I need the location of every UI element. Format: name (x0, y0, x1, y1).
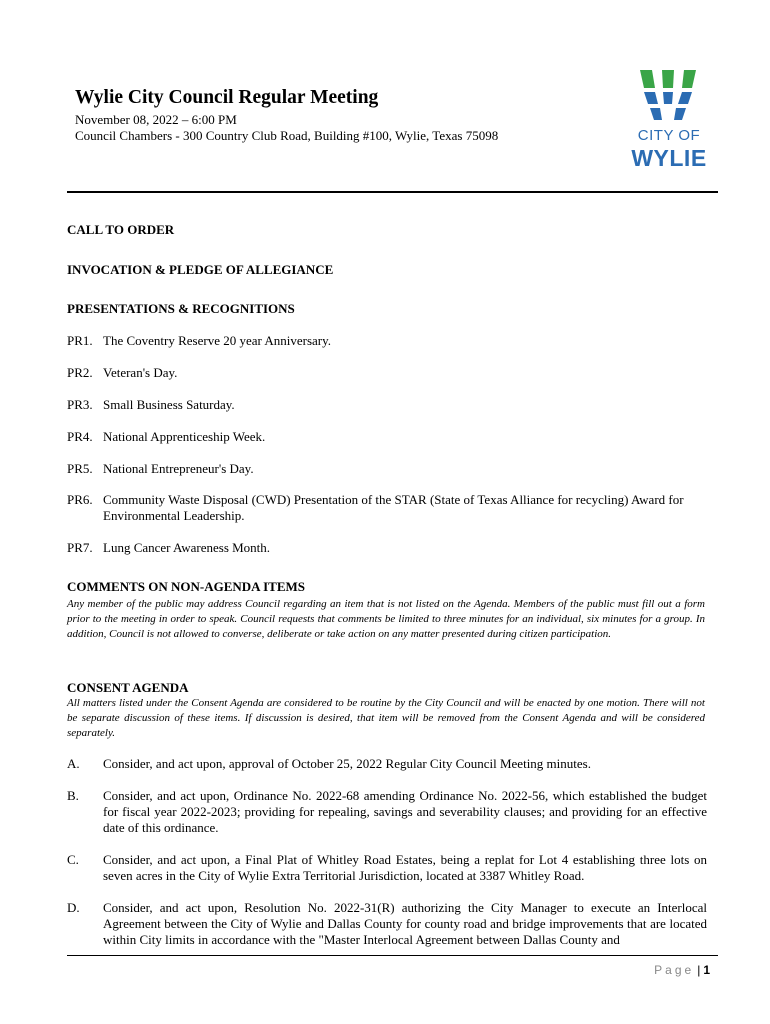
item-number: C. (67, 852, 79, 867)
presentation-item (67, 397, 707, 413)
consent-note: All matters listed under the Consent Agenda are considered to be routine by the City Council and will be enacted by one motion. There will not be separate discussion of these items. If discussion is desired, that item will be removed from the Consent Agenda and will be considered separately. (67, 697, 705, 739)
page-separator: | (697, 963, 701, 977)
presentation-item (67, 492, 707, 524)
item-text: Consider, and act upon, a Final Plat of Whitley Road Estates, being a replat for Lot 4 establishing three lots on seven acres in the City of Wylie Extra Territorial Jurisdiction, located at 3387 Whitley Road. (103, 852, 707, 883)
item-number: A. (67, 756, 80, 771)
section-comments: COMMENTS ON NON-AGENDA ITEMS (67, 579, 305, 594)
item-text: Veteran's Day. (103, 365, 178, 380)
city-of-wylie-logo (630, 68, 708, 172)
presentation-item (67, 540, 707, 556)
item-number: PR3. (67, 397, 93, 412)
item-text: Consider, and act upon, Ordinance No. 2022-68 amending Ordinance No. 2022-56, which established the budget for fiscal year 2022-2023; providing for repealing, savings and severability clauses; and providing for an effective date of this ordinance. (103, 788, 707, 835)
meeting-datetime: November 08, 2022 – 6:00 PM (75, 112, 237, 127)
meeting-title: Wylie City Council Regular Meeting (75, 87, 379, 108)
presentation-item (67, 365, 707, 381)
consent-item (67, 852, 707, 884)
item-number: B. (67, 788, 79, 803)
item-number: PR2. (67, 365, 93, 380)
item-number: PR1. (67, 333, 93, 348)
presentation-item (67, 333, 707, 349)
section-invocation: INVOCATION & PLEDGE OF ALLEGIANCE (67, 262, 334, 277)
meeting-location: Council Chambers - 300 Country Club Road, Building #100, Wylie, Texas 75098 (75, 128, 499, 143)
consent-item (67, 788, 707, 836)
page-footer (610, 963, 710, 977)
item-text: The Coventry Reserve 20 year Anniversary. (103, 333, 332, 348)
presentation-item (67, 461, 707, 477)
item-number: PR4. (67, 429, 93, 444)
item-text: Lung Cancer Awareness Month. (103, 540, 271, 555)
presentation-item (67, 429, 707, 445)
consent-item (67, 900, 707, 948)
footer-divider (67, 955, 718, 956)
item-number: PR5. (67, 461, 93, 476)
item-text: Consider, and act upon, Resolution No. 2022-31(R) authorizing the City Manager to execute an Interlocal Agreement between the City of Wylie and Dallas County for county road and bridge improvements that are located within City limits in accordance with the "Master Interlocal Agreement between Dallas County and (103, 900, 707, 947)
item-number: PR6. (67, 492, 93, 507)
item-text: Community Waste Disposal (CWD) Presentation of the STAR (State of Texas Alliance for recycling) Award for Environmental Leadership. (103, 492, 684, 523)
wylie-w-icon (630, 68, 708, 126)
logo-text-city-of: CITY OF (637, 127, 701, 144)
section-presentations: PRESENTATIONS & RECOGNITIONS (67, 301, 295, 316)
item-text: Small Business Saturday. (103, 397, 235, 412)
section-consent-agenda: CONSENT AGENDA (67, 680, 189, 695)
page-label: Page (654, 963, 695, 977)
comments-note: Any member of the public may address Council regarding an item that is not listed on the Agenda. Members of the public must fill out a form prior to the meeting in order to speak. Council requests that comments be limited to three minutes for an individual, six minutes for a group. In addition, Council is not allowed to converse, deliberate or take action on any matter presented during citizen participation. (67, 598, 705, 640)
consent-item (67, 756, 707, 772)
page-number: 1 (703, 963, 710, 977)
item-text: National Apprenticeship Week. (103, 429, 266, 444)
logo-text-wylie: WYLIE (631, 145, 707, 171)
item-number: D. (67, 900, 80, 915)
item-text: Consider, and act upon, approval of October 25, 2022 Regular City Council Meeting minutes. (103, 756, 591, 771)
item-number: PR7. (67, 540, 93, 555)
item-text: National Entrepreneur's Day. (103, 461, 254, 476)
header-divider (67, 191, 718, 193)
section-call-to-order: CALL TO ORDER (67, 222, 175, 237)
